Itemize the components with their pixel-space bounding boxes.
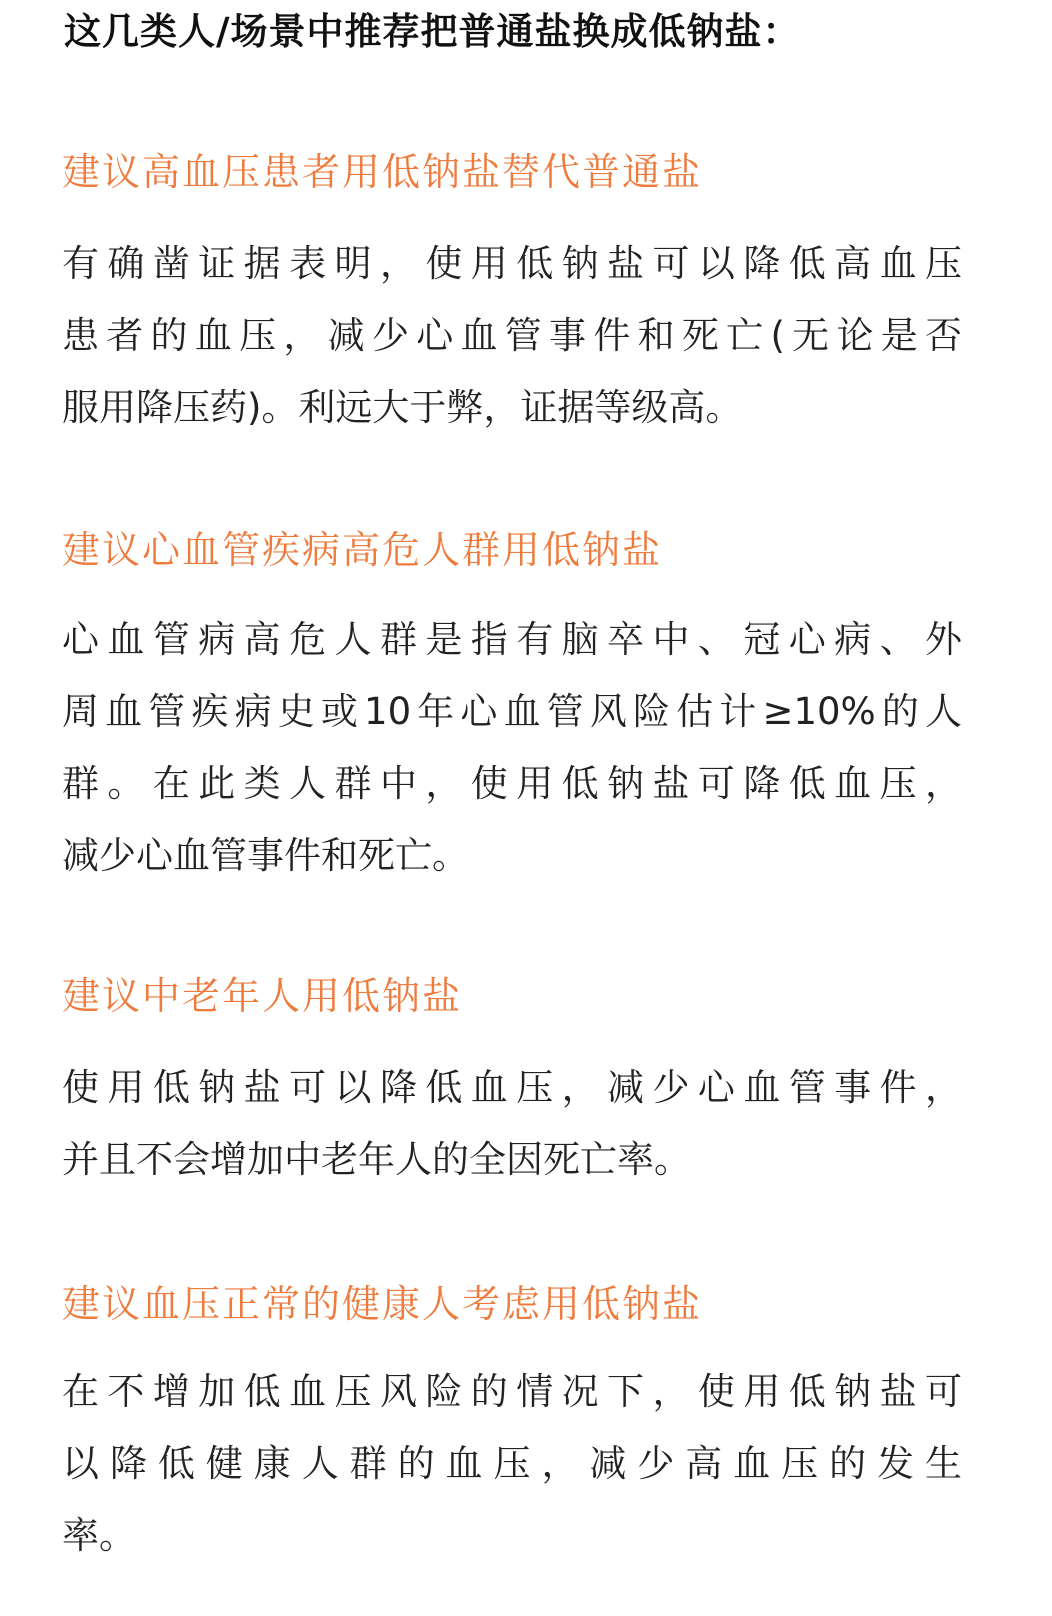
section-heading-hypertension: 建议高血压患者用低钠盐替代普通盐	[62, 150, 703, 194]
paragraph-line: 使用低钠盐可以降低血压，减少心血管事件，	[62, 1066, 962, 1109]
paragraph-line: 患者的血压，减少心血管事件和死亡(无论是否	[62, 314, 962, 357]
paragraph-line: 减少心血管事件和死亡。	[62, 834, 469, 877]
section-body-middle-aged-elderly	[62, 1052, 962, 1196]
paragraph-line: 在不增加低血压风险的情况下，使用低钠盐可	[62, 1370, 962, 1413]
section-body-healthy-people	[62, 1356, 962, 1572]
paragraph-line: 率。	[62, 1514, 136, 1557]
section-heading-cardiovascular-risk: 建议心血管疾病高危人群用低钠盐	[62, 528, 663, 572]
paragraph-line: 有确凿证据表明，使用低钠盐可以降低高血压	[62, 242, 962, 285]
section-body-cardiovascular-risk	[62, 604, 962, 892]
page-title: 这几类人/场景中推荐把普通盐换成低钠盐：	[64, 10, 801, 53]
section-body-hypertension	[62, 228, 962, 444]
paragraph-line: 心血管病高危人群是指有脑卒中、冠心病、外	[62, 618, 962, 661]
paragraph-line: 并且不会增加中老年人的全因死亡率。	[62, 1138, 691, 1181]
section-heading-middle-aged-elderly: 建议中老年人用低钠盐	[62, 974, 463, 1018]
paragraph-line: 以降低健康人群的血压，减少高血压的发生	[62, 1442, 962, 1485]
paragraph-line: 群。在此类人群中，使用低钠盐可降低血压，	[62, 762, 962, 805]
paragraph-line: 服用降压药)。利远大于弊，证据等级高。	[62, 386, 743, 429]
paragraph-line: 周血管疾病史或10年心血管风险估计≥10%的人	[62, 690, 962, 733]
section-heading-healthy-people: 建议血压正常的健康人考虑用低钠盐	[62, 1282, 703, 1326]
